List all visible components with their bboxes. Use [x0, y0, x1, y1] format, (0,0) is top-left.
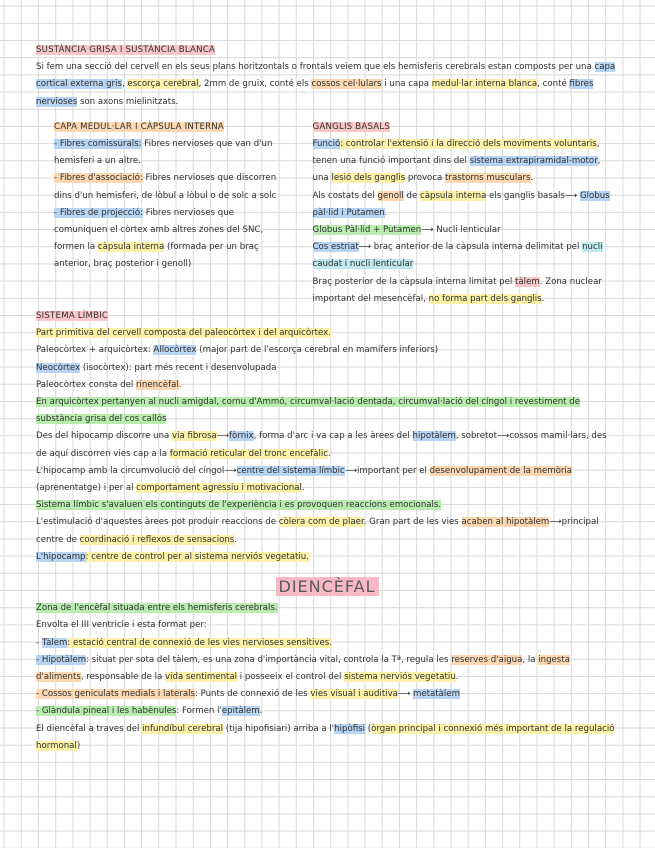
dien-line-7: [36, 721, 618, 755]
section-title-grey-white-matter: [36, 42, 618, 59]
note-text: Des del hipocamp discorre una: [36, 431, 173, 442]
note-text: CAPA MEDUL·LAR I CÀPSULA INTERNA: [54, 121, 224, 132]
column-basal-ganglia: [303, 119, 618, 308]
note-text: , una: [312, 156, 601, 184]
note-text: ⟶important per el: [344, 465, 430, 476]
note-text: .: [259, 706, 263, 717]
note-text: El diencèfal a traves del: [36, 723, 143, 734]
note-text: SUSTÀNCIA GRISA I SUSTÀNCIA BLANCA: [36, 45, 215, 55]
note-text: ,: [121, 79, 128, 90]
note-text: (: [365, 723, 372, 734]
note-text: , forma d'arc i va cap a les àrees del: [253, 431, 413, 442]
limbic-line-10: [36, 549, 618, 566]
note-text: escorça cerebral: [127, 79, 199, 90]
note-text: (major part de l'escorça cerebral en mamífers inferiors): [196, 345, 439, 356]
note-text: -: [36, 637, 42, 648]
note-text: fibres nervioses: [36, 79, 594, 107]
note-text: de: [403, 190, 420, 201]
note-text: - Fibres d'associació:: [54, 173, 143, 184]
note-text: hipotàlem: [412, 431, 456, 442]
note-text: (isocòrtex): part més recent i desenvolupada: [80, 362, 277, 373]
note-text: Sistema límbic s'avaluen els continguts de l'experiència i es provoquen reaccions emocionals.: [36, 500, 442, 511]
note-text: provoca: [405, 173, 446, 184]
note-text: : controlar l'extensió i la direcció dels moviments voluntaris: [340, 139, 597, 150]
limbic-line-4: [36, 377, 618, 394]
list-item-association: [54, 170, 289, 204]
note-text: ⟶: [216, 431, 230, 442]
note-text: medul·lar interna blanca: [431, 79, 538, 90]
limbic-line-9: [36, 514, 618, 548]
note-text: cossos cel·lulars: [311, 79, 382, 90]
limbic-line-6: [36, 428, 618, 462]
section-title-diencephalon: [36, 574, 618, 600]
note-text: .: [301, 483, 305, 494]
note-text: : Punts de connexió de les: [194, 689, 311, 700]
note-text: ⟶ braç anterior de la càpsula interna delimitat pel: [358, 242, 583, 253]
dien-line-2: [36, 617, 618, 634]
note-text: no forma part dels ganglis: [428, 293, 542, 304]
note-text: Cos estriat: [312, 242, 359, 253]
note-text: formació reticular del tronc encefàlic: [169, 448, 328, 459]
note-text: GANGLIS BASALS: [312, 121, 390, 132]
note-text: centre del sistema límbic: [236, 465, 345, 476]
dien-line-1: [36, 600, 618, 617]
note-text: Fibres nervioses que comuniquen el còrtex amb altres zones del SNC, formen la: [54, 207, 264, 253]
note-text: Paleocòrtex + arquicòrtex:: [36, 345, 154, 356]
note-text: - Fibres comissurals:: [54, 139, 142, 150]
note-text: epitàlem: [221, 706, 260, 717]
note-text: càpsula interna: [420, 190, 487, 201]
note-text: .: [327, 448, 331, 459]
note-text: Als costats del: [312, 190, 378, 201]
note-text: i posseeix el control del: [237, 671, 345, 682]
note-text: Funció: [312, 139, 341, 150]
note-text: - Hipotàlem: [36, 654, 87, 665]
note-text: acaben al hipotàlem: [461, 517, 550, 528]
note-text: - Glàndula pineal i les habènules: [36, 706, 177, 717]
limbic-line-2: [36, 342, 618, 359]
limbic-line-8: [36, 497, 618, 514]
dien-line-3: [36, 635, 618, 652]
paragraph-basal-function: [313, 136, 618, 188]
note-text: coordinació i reflexos de sensacions: [79, 534, 235, 545]
note-text: , regula les: [400, 654, 452, 665]
note-text: : centre de control per al sistema nerviós vegetatiu.: [85, 551, 309, 562]
note-text: òrgan principal i connexió més important de la regulació hormonal: [36, 723, 615, 751]
note-text: .: [178, 379, 182, 390]
note-text: càpsula interna: [97, 242, 165, 253]
list-item-projection: [54, 205, 289, 274]
dien-line-4: [36, 652, 618, 686]
dien-line-6: [36, 703, 618, 720]
note-text: son axons mielinitzats.: [77, 96, 179, 107]
note-text: i una capa: [381, 79, 432, 90]
note-text: tàlem: [515, 276, 540, 287]
note-text: trastorns musculars: [445, 173, 531, 184]
section-title-basal-ganglia: [313, 119, 618, 136]
note-text: Tàlem: [41, 637, 68, 648]
note-text: , tenen una funció important dins del: [312, 139, 600, 167]
note-text: capa cortical externa gris: [36, 62, 616, 90]
note-text: infundíbul cerebral: [142, 723, 224, 734]
note-text: hipòfisi: [334, 723, 365, 734]
note-text: - Fibres de projecció:: [54, 207, 144, 218]
limbic-line-3: [36, 360, 618, 377]
paragraph-grey-white-matter: [36, 59, 618, 111]
note-text: .: [541, 293, 545, 304]
note-text: , la: [522, 654, 539, 665]
note-text: Zona de l'encèfal situada entre els hemisferis cerebrals.: [36, 603, 278, 614]
limbic-line-1: [36, 325, 618, 342]
note-text: (aprenentatge) i per al: [36, 483, 137, 494]
note-text: comportament agressiu i motivacional: [136, 483, 302, 494]
note-text: fòrnix: [229, 431, 254, 442]
note-text: Neocòrtex: [36, 362, 81, 373]
note-text: Paleocòrtex consta del: [36, 379, 136, 390]
note-text: (formada per un braç anterior, braç posterior i genoll): [54, 242, 259, 270]
note-text: els ganglis basals⟶: [486, 190, 580, 201]
note-text: : situat per sota del tàlem, es una zona d'importància vital, controla la T: [86, 654, 397, 665]
paragraph-basal-location: [313, 188, 618, 222]
dien-line-5: [36, 686, 618, 703]
note-text: reserves d'aigua: [451, 654, 523, 665]
paragraph-thalamus-limit: [313, 274, 618, 308]
note-text: ⟶principal centre de: [36, 517, 599, 545]
paragraph-lenticular: [313, 222, 618, 239]
paragraph-striatum: [313, 239, 618, 273]
note-text: .: [530, 173, 534, 184]
note-text: Globus pàl·lid i Putamen: [312, 190, 610, 218]
note-text: - Cossos geniculats medials i laterals: [36, 689, 195, 700]
note-text: DIENCÈFAL: [276, 577, 379, 596]
note-text: : Formen l': [176, 706, 222, 717]
note-text: Fibres nervioses que discorren dins d'un hemisferi, de lòbul a lòbul o de solc a solc: [54, 173, 277, 201]
note-text: (tija hipofisiari) arriba a l': [223, 723, 335, 734]
note-text: ⟶: [397, 689, 413, 700]
note-text: . Gran part de les vies: [363, 517, 462, 528]
notes-page: [36, 42, 618, 755]
note-text: , conté: [537, 79, 570, 90]
note-text: vies visual i auditiva: [310, 689, 398, 700]
note-text: desenvolupament de la memòria: [429, 465, 573, 476]
note-text: , 2mm de gruix, conté els: [198, 79, 312, 90]
note-text: rinencèfal: [135, 379, 179, 390]
note-text: . Zona nuclear important del mesencèfal,: [312, 276, 602, 304]
note-text: : estació central de connexió de les vies nervioses sensitives.: [67, 637, 332, 648]
note-text: .: [455, 671, 459, 682]
note-text: .: [384, 207, 388, 218]
note-text: , sobretot⟶cossos mamil·lars, des de aquí discorren vies cap a la: [36, 431, 607, 459]
note-text: Fibres nervioses que van d'un hemisferi a un altre.: [54, 139, 273, 167]
note-text: nucli caudat i nucli lenticular: [312, 242, 603, 270]
note-text: En arquicòrtex pertanyen al nucli amigdal, cornu d'Ammó, circumval·lació dentada, circumval·lació del cíngol i revestiment de substància grisa del cos callós: [36, 397, 581, 425]
note-text: sistema extrapiramidal-motor: [469, 156, 598, 167]
note-text: Part primitiva del cervell composta del paleocòrtex i del arquicòrtex.: [36, 328, 331, 339]
list-item-commissural: [54, 136, 289, 170]
note-text: Si fem una secció del cervell en els seus plans horitzontals o frontals veiem que els hemisferis cerebrals estan composts per una: [36, 62, 595, 73]
note-text: L'hipocamp: [36, 551, 86, 562]
note-text: sistema nerviós vegetatiu: [344, 671, 456, 682]
note-text: SISTEMA LÍMBIC: [36, 311, 109, 322]
note-text: genoll: [377, 190, 404, 201]
note-text: còlera com de plaer: [278, 517, 364, 528]
two-column-block: [36, 119, 618, 308]
note-text: via fibrosa: [172, 431, 217, 442]
note-text: metatàlem: [413, 689, 460, 700]
section-title-limbic: [36, 308, 618, 325]
note-text: ⟶ Nucli lenticular: [421, 225, 501, 236]
note-text: ): [76, 740, 81, 751]
limbic-line-7: [36, 463, 618, 497]
column-medullary-layer: [36, 119, 289, 308]
note-text: , responsable de la: [80, 671, 166, 682]
note-text: ingesta d'aliments: [36, 654, 570, 682]
note-text: Globus Pàl·lid + Putamen: [312, 225, 422, 236]
note-text: lesió dels ganglis: [331, 173, 406, 184]
note-text: L'hipocamp amb la circumvolució del cíngol⟶: [36, 465, 237, 476]
note-text: .: [234, 534, 237, 545]
section-title-medullary-layer: [54, 119, 289, 136]
note-text: Envolta el III ventricle i esta format per:: [36, 620, 207, 631]
note-text: Allocòrtex: [153, 345, 197, 356]
note-text: Braç posterior de la càpsula interna limitat pel: [312, 276, 516, 287]
note-text: vida sentimental: [165, 671, 238, 682]
note-text: ª: [396, 654, 401, 665]
note-text: L'estimulació d'aquestes àrees pot produir reaccions de: [36, 517, 279, 528]
limbic-line-5: [36, 394, 618, 428]
